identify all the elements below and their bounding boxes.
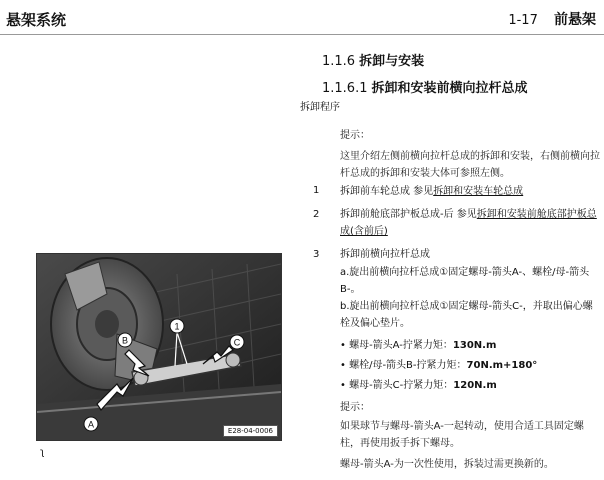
torque-spec: • 螺栓/母-箭头B-拧紧力矩：70N.m+180°	[340, 360, 538, 371]
callout-a: A	[87, 419, 95, 430]
heading-level2-number: 1.1.6	[322, 54, 356, 69]
link-remove-wheel[interactable]: 拆卸和安装车轮总成	[433, 186, 524, 197]
figure-illustration	[37, 254, 281, 440]
note-text: 螺母-箭头A-为一次性使用，拆装过需更换新的。	[340, 459, 554, 470]
figure-photo	[36, 253, 282, 441]
heading-level3-number: 1.1.6.1	[322, 81, 368, 96]
note-label: 提示：	[340, 402, 370, 413]
torque-spec: • 螺母-箭头A-拧紧力矩：130N.m	[340, 340, 497, 351]
step-text: 拆卸前车轮总成 参见拆卸和安装车轮总成	[340, 186, 524, 197]
substep-a: a.旋出前横向拉杆总成①固定螺母-箭头A-、螺栓/母-箭头B-。	[340, 267, 590, 295]
substep-b: b.旋出前横向拉杆总成①固定螺母-箭头C-，并取出偏心螺栓及偏心垫片。	[340, 301, 593, 329]
step-text: 拆卸前横向拉杆总成	[340, 249, 430, 260]
step-number: 1	[313, 185, 320, 196]
page-number: 1-17	[508, 13, 538, 28]
heading-level2	[322, 50, 424, 69]
callout-c: C	[233, 337, 241, 348]
heading-level2-text: 拆卸与安装	[359, 54, 425, 69]
note-text: 这里介绍左侧前横向拉杆总成的拆卸和安装，右侧前横向拉杆总成的拆卸和安装大体可参照左侧。	[340, 151, 600, 179]
note-label: 提示：	[340, 130, 370, 141]
step-number: 2	[313, 209, 320, 220]
procedure-label: 拆卸程序	[300, 102, 340, 113]
heading-level3	[322, 77, 528, 96]
heading-level3-text: 拆卸和安装前横向拉杆总成	[371, 81, 528, 96]
figure-caption: E28-04-0006	[223, 425, 278, 437]
callout-1: 1	[174, 321, 180, 332]
header-rule	[0, 34, 604, 35]
stray-mark: ʅ	[40, 447, 45, 458]
callout-b: B	[121, 335, 129, 346]
section-title: 前悬架	[554, 12, 596, 28]
step-number: 3	[313, 249, 320, 260]
step-text: 拆卸前舱底部护板总成-后 参见拆卸和安装前舱底部护板总成(含前后)	[340, 209, 597, 237]
link-underbody-shield[interactable]: 拆卸和安装前舱底部护板总成(含前后)	[340, 209, 597, 237]
note-text: 如果球节与螺母-箭头A-一起转动，使用合适工具固定螺柱，再使用扳手拆下螺母。	[340, 421, 584, 449]
header-right	[508, 9, 596, 29]
torque-spec: • 螺母-箭头C-拧紧力矩：120N.m	[340, 380, 497, 391]
header-left-title: 悬架系统	[6, 11, 67, 29]
